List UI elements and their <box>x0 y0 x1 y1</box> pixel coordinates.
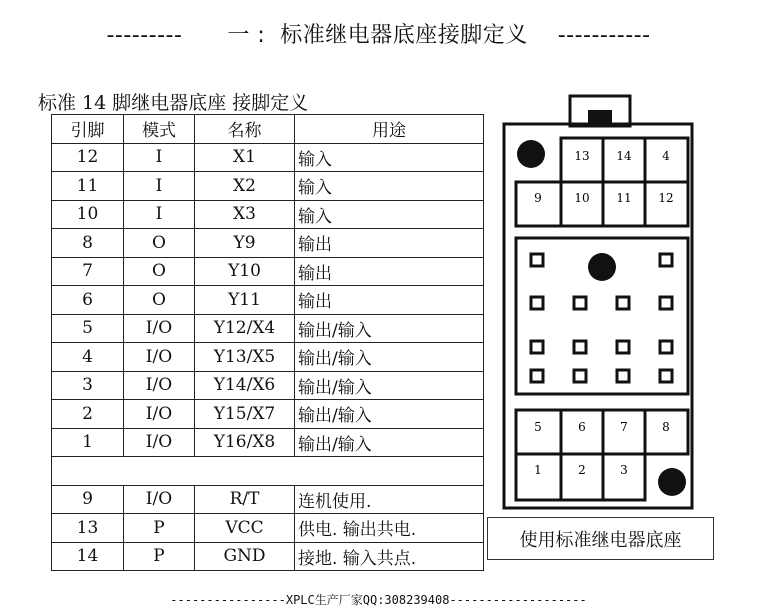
mode-cell: I/O <box>124 400 195 429</box>
mode-cell: I/O <box>124 428 195 457</box>
mode-cell: I <box>124 200 195 229</box>
pin-label: 4 <box>662 149 670 163</box>
name-cell: Y13/X5 <box>195 343 295 372</box>
usage-cell: 输出 <box>295 229 484 258</box>
name-cell: Y10 <box>195 257 295 286</box>
page-title: --------- 一 : 标准继电器底座接脚定义 ----------- <box>106 23 651 48</box>
table-header-row <box>52 115 484 144</box>
footer-contact: ----------------XPLC生产厂家QQ:308239408------------------- <box>170 593 587 607</box>
name-cell: Y11 <box>195 286 295 315</box>
mode-cell: P <box>124 514 195 543</box>
name-cell: X3 <box>195 200 295 229</box>
pin-cell: 10 <box>52 200 124 229</box>
pin-label: 7 <box>620 420 628 434</box>
header-name: 名称 <box>195 115 295 144</box>
diagram-caption: 使用标准继电器底座 <box>487 517 714 560</box>
mode-cell: I/O <box>124 314 195 343</box>
pin-label: 8 <box>662 420 670 434</box>
pin-cell: 14 <box>52 542 124 571</box>
pin-label: 5 <box>534 420 542 434</box>
pin-cell: 6 <box>52 286 124 315</box>
pin-label: 2 <box>578 463 586 477</box>
name-cell: VCC <box>195 514 295 543</box>
usage-cell: 输出 <box>295 286 484 315</box>
name-cell: X1 <box>195 143 295 172</box>
usage-cell: 连机使用. <box>295 485 484 514</box>
mode-cell: I/O <box>124 371 195 400</box>
name-cell: GND <box>195 542 295 571</box>
pin-cell: 13 <box>52 514 124 543</box>
pin-label: 1 <box>534 463 542 477</box>
name-cell: Y16/X8 <box>195 428 295 457</box>
table-row <box>52 400 484 429</box>
table-caption: 标准 14 脚继电器底座 接脚定义 <box>38 92 309 114</box>
usage-cell: 输入 <box>295 143 484 172</box>
pin-cell: 1 <box>52 428 124 457</box>
name-cell: X2 <box>195 172 295 201</box>
usage-cell: 输入 <box>295 200 484 229</box>
spacer-cell <box>52 457 484 486</box>
usage-cell: 输出/输入 <box>295 371 484 400</box>
usage-cell: 输入 <box>295 172 484 201</box>
header-usage: 用途 <box>295 115 484 144</box>
relay-socket-diagram <box>496 94 696 512</box>
pin-label: 3 <box>620 463 628 477</box>
table-row <box>52 314 484 343</box>
mode-cell: I <box>124 172 195 201</box>
pin-cell: 9 <box>52 485 124 514</box>
usage-cell: 输出/输入 <box>295 343 484 372</box>
pin-cell: 4 <box>52 343 124 372</box>
bottom-mounting-hole <box>658 468 686 496</box>
mode-cell: O <box>124 257 195 286</box>
table-row <box>52 514 484 543</box>
mode-cell: P <box>124 542 195 571</box>
usage-cell: 输出/输入 <box>295 314 484 343</box>
table-spacer-row <box>52 457 484 486</box>
pin-cell: 11 <box>52 172 124 201</box>
header-pin: 引脚 <box>52 115 124 144</box>
mode-cell: I/O <box>124 485 195 514</box>
table-row <box>52 428 484 457</box>
pin-label: 13 <box>574 149 590 163</box>
table-row <box>52 343 484 372</box>
name-cell: R/T <box>195 485 295 514</box>
table-row <box>52 257 484 286</box>
pin-cell: 12 <box>52 143 124 172</box>
pin-label: 11 <box>616 191 632 205</box>
mode-cell: O <box>124 229 195 258</box>
pin-cell: 2 <box>52 400 124 429</box>
pin-cell: 8 <box>52 229 124 258</box>
mode-cell: O <box>124 286 195 315</box>
usage-cell: 输出 <box>295 257 484 286</box>
top-mounting-hole <box>517 140 545 168</box>
pin-label: 6 <box>578 420 586 434</box>
pin-cell: 3 <box>52 371 124 400</box>
name-cell: Y15/X7 <box>195 400 295 429</box>
name-cell: Y9 <box>195 229 295 258</box>
pin-label: 9 <box>534 191 542 205</box>
socket-key-notch <box>588 110 612 124</box>
pin-cell: 7 <box>52 257 124 286</box>
table-row <box>52 229 484 258</box>
mode-cell: I/O <box>124 343 195 372</box>
name-cell: Y12/X4 <box>195 314 295 343</box>
center-mounting-hole <box>588 253 616 281</box>
table-row <box>52 371 484 400</box>
mode-cell: I <box>124 143 195 172</box>
pin-definition-table <box>51 114 484 571</box>
table-row <box>52 542 484 571</box>
pin-label: 14 <box>616 149 632 163</box>
header-mode: 模式 <box>124 115 195 144</box>
usage-cell: 输出/输入 <box>295 428 484 457</box>
pin-cell: 5 <box>52 314 124 343</box>
bottom-pin-block-2 <box>516 454 645 500</box>
name-cell: Y14/X6 <box>195 371 295 400</box>
table-row <box>52 485 484 514</box>
usage-cell: 接地. 输入共点. <box>295 542 484 571</box>
table-row <box>52 200 484 229</box>
pin-label: 10 <box>574 191 590 205</box>
table-row <box>52 286 484 315</box>
pin-label: 12 <box>658 191 674 205</box>
usage-cell: 供电. 输出共电. <box>295 514 484 543</box>
table-row <box>52 143 484 172</box>
table-row <box>52 172 484 201</box>
usage-cell: 输出/输入 <box>295 400 484 429</box>
